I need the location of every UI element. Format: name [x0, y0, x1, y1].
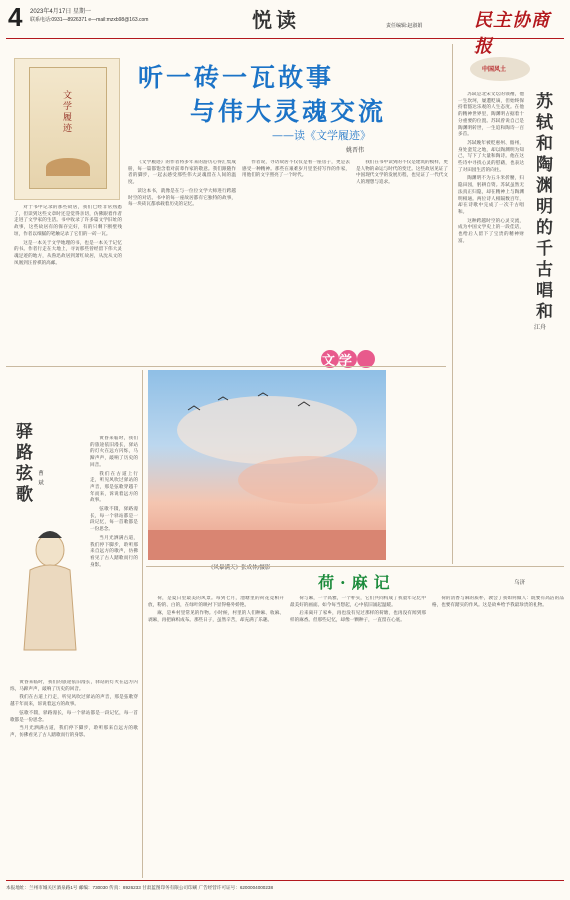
section-divider	[146, 566, 564, 567]
issue-date: 2023年4月17日 星期一	[30, 9, 92, 15]
bottom-article-title: 荷·麻记	[318, 573, 396, 592]
main-article-title-line1: 听一砖一瓦故事	[138, 63, 335, 92]
main-article-column-3	[242, 160, 350, 365]
main-article-column-2	[128, 160, 236, 365]
footer-info: 本报地址：兰州市城关区酒泉路1号 邮编：730030 传真：8926233 甘肃蓝图印务有限公司印刷 广告经营许可证号：6200004000238	[6, 885, 274, 890]
main-article-column-4	[356, 160, 448, 335]
paragraph: 当月光洒满古道，我们停下脚步，聆听那来自远方的歌声，仿佛看见了古人踏歌而行的身影。	[10, 726, 138, 738]
bottom-article-author: 乌济	[514, 580, 526, 586]
paragraph: 荷的清香与麻的质朴，教会了我如何做人：既要有高洁的品格，也要有踏实的作风。这是故乡给予我最珍贵的礼物。	[432, 596, 564, 608]
bottom-article-column-1	[148, 596, 284, 876]
column-label-badge	[468, 54, 532, 84]
paragraph: 我们在书中读到的不仅是建筑的模样，更是人物的命运与时代的变迁。这些故居见证了中国现代文学的发展历程，也见证了一代代文人的理想与追求。	[356, 160, 448, 186]
poem-illustration	[10, 520, 110, 660]
paragraph: 麻，是乡村里常见的作物。小时候，村里的人们种麻、收麻、剥麻，再把麻织成布。那些日子，虽然辛苦，却充满了乐趣。	[148, 611, 284, 624]
bottom-article-column-3	[432, 596, 564, 876]
bottom-article-column-2	[290, 596, 426, 876]
paragraph: 读这本书，就像是在与一位位文学大师进行跨越时空的对话。书中的每一座故居都有它独特的故事，每一块砖瓦都承载着历史的记忆。	[128, 188, 236, 208]
paragraph: 弦歌不辍，驿路漫长，每一个驿站都是一段记忆，每一首歌都是一份思念。	[10, 710, 138, 723]
page-header	[6, 0, 564, 57]
paragraph: 苏轼是北宋文坛的领袖，他一生坎坷，屡遭贬谪，但始终保持着豁达乐观的人生态度。在他的精神世界里，陶渊明占据着十分重要的位置。苏轼曾说自己是陶渊明转世，一生追和陶诗一百多首。	[458, 92, 524, 138]
paragraph: 当月光洒满古道，我们停下脚步，聆听那来自远方的歌声，仿佛看见了古人踏歌而行的身影。	[90, 535, 138, 568]
header-rule	[6, 38, 564, 39]
paragraph: 我们在古道上行走，听见风吹过驿站的声音，那是弦歌穿越千年而来，诉说着远方的故事。	[10, 695, 138, 708]
paragraph: 后来离开了家乡，再也没有见过那样的荷塘，也再没有闻到那样的麻香。但那些记忆，却像一颗种子，一直留在心底。	[290, 611, 426, 624]
paragraph: 黄昏来临时，我们的旅途依旧漫长，驿站的灯火在远方闪烁，马蹄声声，敲响了历史的回音。	[90, 436, 138, 468]
paragraph: 我们在古道上行走，听见风吹过驿站的声音，那是弦歌穿越千年而来，诉说着远方的故事。	[90, 471, 138, 504]
book-cover-image	[14, 58, 120, 200]
page-number: 4	[8, 2, 23, 32]
painting-caption: 《风暴满天》张成林/摄影	[208, 565, 271, 571]
paragraph: 黄昏来临时，我们的旅途依旧漫长，驿站的灯火在远方闪烁，马蹄声声，敲响了历史的回音。	[10, 680, 138, 692]
paragraph: 作者说，寻访故居不仅仅是看一座房子，更是去感受一种精神。那些在艰难岁月里坚持写作的作家，用他们的文字照亮了一个时代。	[242, 160, 350, 179]
column-divider	[142, 370, 143, 878]
book-cover	[29, 67, 107, 189]
paragraph: 陶渊明不为五斗米折腰，归隐田园，躬耕自资。苏轼虽然无法真正归隐，却在精神上与陶渊明相通。两位诗人相隔数百年，却在诗歌中完成了一次千古唱和。	[458, 176, 524, 215]
main-article-column-1	[14, 205, 122, 365]
main-article-subtitle: ——读《文学履迹》	[272, 129, 371, 142]
poem-author: 曹斌	[37, 470, 43, 489]
newspaper-logo: 民主协商报	[474, 10, 550, 57]
paragraph: 这是一本关于文学地理的书，也是一本关于记忆的书。作者行走在大地上，寻访那些曾经留下伟大灵魂足迹的地方，从鲁迅故居到萧红故居，从沈从文的凤凰到汪曾祺的高邮。	[14, 240, 122, 266]
paragraph: 弦歌不辍，驿路漫长，每一个驿站都是一段记忆，每一首歌都是一份思念。	[90, 507, 138, 533]
featured-painting	[148, 370, 386, 560]
column-label: 中国风土	[482, 66, 507, 73]
badge-text: 文学	[322, 354, 357, 369]
section-divider	[6, 366, 446, 367]
paragraph: 荷，是夏日里最美的风景。每到七月，池塘里的荷花竞相开放，粉的、白的，在绿叶的映衬下显得格外娇艳。	[148, 596, 284, 608]
paragraph: 这种跨越时空的心灵交流，成为中国文学史上的一段佳话，也给后人留下了宝贵的精神财富。	[458, 218, 524, 244]
paragraph: 荷与麻，一个高雅，一个朴实，它们共同构成了我童年记忆中最美好的画面。如今每当想起，心中依旧涌起温暖。	[290, 596, 426, 608]
poem-title: 驿路弦歌	[12, 422, 32, 506]
paragraph: 对于书中记录的那些故居，我们已经非常熟悉了，但读到这些文章时还是觉得亲切，仿佛跟着作者走进了文学家的生活。书中收录了许多篇文学旧址的故事，这些故居有的保存完好，有的只剩下断壁残垣，作者以细腻的笔触记录了它们的一砖一瓦。	[14, 205, 122, 237]
side-article-title: 苏轼和陶渊明的千古唱和	[532, 92, 552, 323]
sky-birds-illustration	[148, 370, 386, 560]
book-cover-illustration	[46, 158, 90, 176]
main-article-title-line2: 与伟大灵魂交流	[190, 97, 387, 126]
poem-continued	[10, 680, 138, 876]
paragraph: 苏轼晚年被贬惠州、儋州，身处蛮荒之地，却以陶渊明为知己，写下了大量和陶诗。他在这些诗中寻找心灵的慰藉，也表达了对田园生活的向往。	[458, 140, 524, 173]
editor-credit: 责任编辑:赵淑娟	[386, 23, 423, 29]
side-article-body	[458, 92, 524, 562]
main-article-author: 姚晋伟	[346, 147, 365, 154]
contact-info: 联系电话:0931—8926371 e—mail:mzxb98@163.com	[30, 17, 149, 23]
footer-rule	[6, 880, 564, 881]
paragraph: 《文学履迹》的作者将多年来的游历心得汇集成册，每一篇都饱含着对前辈作家的敬意。我们跟随作者的脚步，一起去感受那些伟大灵魂留在人间的温度。	[128, 160, 236, 186]
book-cover-title: 文学履迹	[61, 90, 71, 134]
lady-figure-illustration	[10, 520, 90, 660]
section-title: 悦读	[252, 8, 300, 32]
side-article-author: 江舟	[534, 324, 547, 331]
column-divider	[452, 44, 453, 564]
